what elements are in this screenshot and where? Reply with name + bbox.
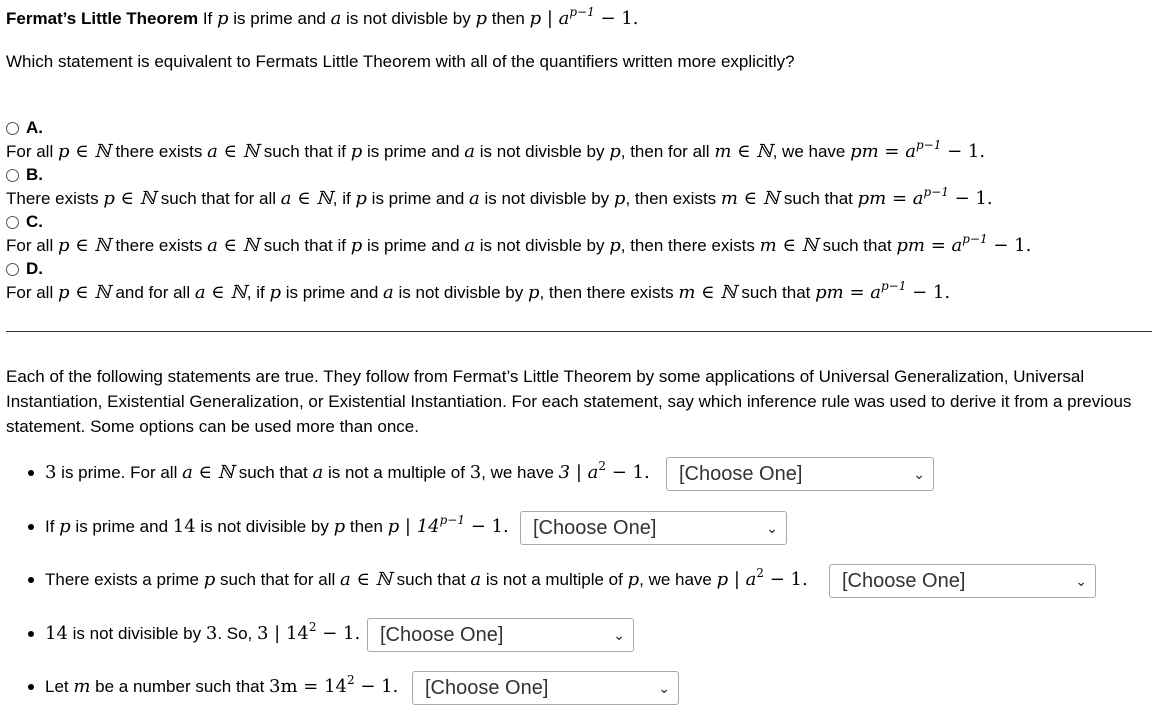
math: − 1. — [941, 141, 986, 162]
math: p — [609, 235, 621, 256]
math: p — [350, 141, 363, 162]
instructions-text: Each of the following statements are true. They follow from Fermat’s Little Theorem by some applications of Universal Generalization, Universal Instantiation, Existential Generalization, or Existential Instantiation. For each statement, say which inference rule was used to derive it from a previous statement. Some options can be used more than once. — [6, 367, 1132, 436]
theorem-line — [6, 5, 639, 29]
math: a ∈ ℕ — [340, 569, 392, 590]
opt-text: is prime and — [280, 283, 384, 302]
math: p — [613, 188, 626, 209]
stmt-text: is not a multiple of — [481, 570, 628, 589]
math: − 1. — [987, 235, 1032, 256]
opt-text: , then for all — [620, 142, 715, 161]
chevron-down-icon: ⌄ — [1075, 573, 1087, 589]
section-divider — [6, 331, 1152, 332]
math-exponent: p−1 — [569, 5, 595, 19]
select-value: [Choose One] — [679, 463, 803, 485]
opt-text: is prime and — [362, 142, 465, 161]
opt-text: there exists — [110, 142, 208, 161]
stmt-text: such that — [234, 463, 313, 482]
stmt-text: If — [45, 517, 60, 536]
stmt-text: is prime and — [70, 517, 173, 536]
math: | — [541, 8, 559, 29]
statement-1-text — [45, 459, 650, 483]
math: 3 | a — [558, 462, 599, 483]
statement-3-text — [45, 566, 808, 590]
bullet — [28, 631, 34, 637]
statement-4-select[interactable] — [367, 618, 634, 652]
math: − 1. — [354, 676, 399, 697]
math: p — [609, 141, 621, 162]
math: a — [383, 282, 394, 303]
theorem-title: Fermat’s Little Theorem — [6, 9, 199, 28]
math: 14 — [45, 623, 68, 644]
opt-text: , then there exists — [539, 283, 679, 302]
chevron-down-icon: ⌄ — [766, 520, 778, 536]
opt-text: For all — [6, 283, 58, 302]
math: 3 — [469, 462, 482, 483]
math: − 1. — [316, 623, 361, 644]
stmt-text: , we have — [481, 463, 559, 482]
math: pm = a — [815, 282, 881, 303]
option-a-label: A. — [26, 118, 43, 137]
math: a — [469, 188, 480, 209]
chevron-down-icon: ⌄ — [613, 627, 625, 643]
math: p ∈ ℕ — [57, 141, 111, 162]
statement-2-select[interactable] — [520, 511, 787, 545]
bullet — [28, 577, 34, 583]
opt-text: For all — [6, 142, 58, 161]
math-exponent: p−1 — [923, 185, 949, 199]
math: − 1. — [465, 516, 509, 537]
math: − 1. — [605, 462, 650, 483]
math: p — [475, 8, 488, 29]
option-a-radio[interactable] — [6, 122, 19, 135]
opt-text: such that if — [259, 142, 351, 161]
math: a — [464, 235, 476, 256]
math: a ∈ ℕ — [182, 462, 235, 483]
theorem-text: is prime and — [228, 9, 331, 28]
math: p — [527, 282, 540, 303]
stmt-text: then — [345, 517, 388, 536]
opt-text: , if — [332, 189, 356, 208]
math: p — [529, 8, 542, 29]
opt-text: There exists — [6, 189, 104, 208]
select-value: [Choose One] — [533, 517, 657, 539]
math: − 1. — [764, 569, 808, 590]
stmt-text: . So, — [217, 624, 257, 643]
math: a — [558, 8, 570, 29]
math: p | 14 — [387, 516, 440, 537]
math: 3 — [45, 462, 57, 483]
math-exponent: 2 — [308, 620, 317, 634]
math: p ∈ ℕ — [103, 188, 157, 209]
opt-text: such that for all — [156, 189, 281, 208]
opt-text: such that — [736, 283, 816, 302]
math: a — [470, 569, 482, 590]
opt-text: , then there exists — [620, 236, 760, 255]
option-c-text — [6, 232, 1032, 256]
opt-text: is prime and — [366, 189, 469, 208]
opt-text: is not divisble by — [479, 189, 614, 208]
opt-text: is not divisble by — [393, 283, 528, 302]
math: a ∈ ℕ — [280, 188, 333, 209]
math: 3 | 14 — [257, 623, 309, 644]
select-value: [Choose One] — [380, 624, 504, 646]
statement-5-select[interactable] — [412, 671, 679, 705]
math: p — [269, 282, 281, 303]
math: p — [59, 516, 71, 537]
option-a-text — [6, 138, 986, 162]
select-value: [Choose One] — [425, 677, 549, 699]
math: p | a — [716, 569, 757, 590]
math: p — [217, 8, 229, 29]
option-c-label: C. — [26, 212, 43, 231]
math: pm = a — [896, 235, 963, 256]
math: p — [350, 235, 363, 256]
math-exponent: p−1 — [880, 279, 907, 293]
math-exponent: p−1 — [915, 138, 942, 152]
math: m — [73, 676, 91, 697]
statement-4-text — [45, 620, 361, 644]
math-exponent: 2 — [347, 673, 355, 687]
chevron-down-icon: ⌄ — [658, 680, 670, 696]
math: a — [312, 462, 324, 483]
stmt-text: such that — [391, 570, 471, 589]
stmt-text: is not divisible by — [195, 517, 334, 536]
stmt-text: such that for all — [215, 570, 340, 589]
math: p — [627, 569, 640, 590]
math: 3m = 14 — [269, 676, 347, 697]
bullet — [28, 684, 34, 690]
math: − 1. — [594, 8, 639, 29]
math: 3 — [205, 623, 218, 644]
math: m ∈ ℕ — [759, 235, 818, 256]
stmt-text: is prime. For all — [56, 463, 183, 482]
statement-3-select[interactable] — [829, 564, 1096, 598]
math: m ∈ ℕ — [720, 188, 780, 209]
option-d-label: D. — [26, 259, 43, 278]
opt-text: , if — [246, 283, 270, 302]
stmt-text: is not divisible by — [67, 624, 206, 643]
bullet — [28, 524, 34, 530]
math: pm = a — [850, 141, 916, 162]
question-text: Which statement is equivalent to Fermats Little Theorem with all of the quantifiers written more explicitly? — [6, 52, 795, 71]
opt-text: For all — [6, 236, 58, 255]
stmt-text: be a number such that — [90, 677, 270, 696]
statement-1-select[interactable] — [666, 457, 934, 491]
opt-text: is not divisble by — [475, 236, 610, 255]
math-exponent: 2 — [598, 459, 606, 473]
math: − 1. — [906, 282, 951, 303]
math: p ∈ ℕ — [57, 235, 111, 256]
option-d-text — [6, 279, 951, 303]
math: − 1. — [948, 188, 993, 209]
stmt-text: , we have — [639, 570, 717, 589]
option-c-radio[interactable] — [6, 216, 19, 229]
opt-text: , we have — [772, 142, 851, 161]
statement-5-text — [45, 673, 399, 697]
theorem-text: is not divisble by — [341, 9, 476, 28]
stmt-text: is not a multiple of — [323, 463, 470, 482]
stmt-text: Let — [45, 677, 74, 696]
math: m ∈ ℕ — [678, 282, 737, 303]
option-b-radio[interactable] — [6, 169, 19, 182]
math-exponent: p−1 — [439, 513, 465, 527]
opt-text: is not divisble by — [475, 142, 610, 161]
stmt-text: There exists a prime — [45, 570, 204, 589]
bullet — [28, 470, 34, 476]
opt-text: such that — [817, 236, 897, 255]
math-exponent: p−1 — [962, 232, 988, 246]
select-value: [Choose One] — [842, 570, 966, 592]
opt-text: and for all — [110, 283, 195, 302]
math: p — [203, 569, 216, 590]
math: a — [330, 8, 342, 29]
math: m ∈ ℕ — [714, 141, 773, 162]
opt-text: such that — [779, 189, 858, 208]
math: p ∈ ℕ — [57, 282, 111, 303]
math: p — [333, 516, 346, 537]
option-d-radio[interactable] — [6, 263, 19, 276]
theorem-text: then — [487, 9, 530, 28]
option-b-text — [6, 185, 993, 209]
math-exponent: 2 — [756, 566, 765, 580]
opt-text: , then exists — [625, 189, 721, 208]
math: 14 — [172, 516, 196, 537]
opt-text: such that if — [259, 236, 351, 255]
math: a ∈ ℕ — [207, 235, 260, 256]
math: p — [355, 188, 367, 209]
math: pm = a — [857, 188, 924, 209]
statement-2-text — [45, 513, 509, 537]
math: a ∈ ℕ — [194, 282, 247, 303]
option-b-label: B. — [26, 165, 43, 184]
math: a — [464, 141, 476, 162]
opt-text: there exists — [110, 236, 208, 255]
opt-text: is prime and — [362, 236, 465, 255]
theorem-text: If — [202, 9, 217, 28]
math: a ∈ ℕ — [207, 141, 260, 162]
chevron-down-icon: ⌄ — [913, 466, 925, 482]
